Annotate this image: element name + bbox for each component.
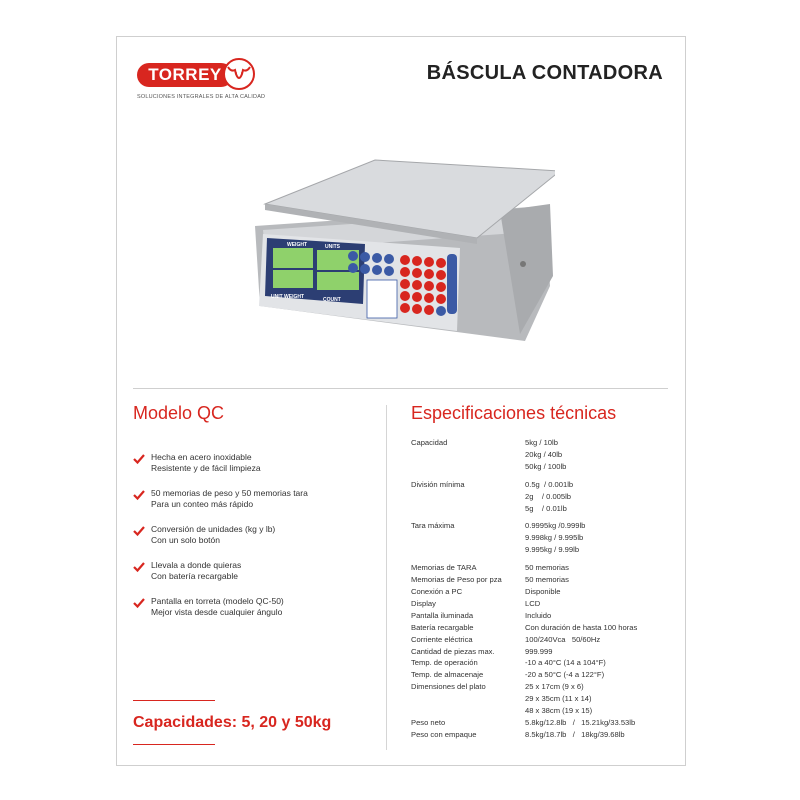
- brand-name: TORREY: [137, 63, 233, 87]
- weight-label: WEIGHT: [287, 242, 307, 248]
- spec-row: [411, 657, 671, 669]
- feature-title: 50 memorias de peso y 50 memorias tara: [151, 488, 308, 498]
- feature-detail: Con un solo botón: [151, 535, 220, 545]
- units-label: UNITS: [325, 244, 340, 250]
- spec-value: 5.8kg/12.8lb / 15.21kg/33.53lb: [525, 717, 636, 727]
- spec-row: [411, 610, 671, 622]
- feature-item: [133, 488, 383, 510]
- spec-label: Display: [411, 598, 436, 608]
- checkmark-icon: [133, 561, 145, 573]
- spec-value: 50kg / 100lb: [525, 461, 567, 471]
- spec-value: 5g / 0.01lb: [525, 503, 567, 513]
- spec-row: [411, 598, 671, 610]
- feature-detail: Con batería recargable: [151, 571, 238, 581]
- spec-value: 9.995kg / 9.99lb: [525, 545, 580, 555]
- checkmark-icon: [133, 597, 145, 609]
- spec-label: Temp. de almacenaje: [411, 670, 484, 680]
- feature-detail: Resistente y de fácil limpieza: [151, 463, 261, 473]
- feature-title: Llevala a donde quieras: [151, 560, 242, 570]
- bull-head-icon: [223, 58, 255, 90]
- spec-row: [411, 729, 671, 741]
- feature-item: [133, 596, 383, 618]
- spec-label: División mínima: [411, 479, 465, 489]
- spec-row-capacidad: [411, 437, 671, 473]
- document-title: BÁSCULA CONTADORA: [426, 62, 663, 84]
- spec-label: Peso con empaque: [411, 729, 477, 739]
- spec-row: [411, 669, 671, 681]
- spec-row: [411, 586, 671, 598]
- capacities-rule-top: [133, 700, 215, 701]
- feature-item: [133, 560, 383, 582]
- specs-title: Especificaciones técnicas: [411, 403, 617, 423]
- checkmark-icon: [133, 489, 145, 501]
- spec-label: Conexión a PC: [411, 586, 463, 596]
- feature-detail: Para un conteo más rápido: [151, 499, 254, 509]
- spec-label: Memorias de Peso por pza: [411, 575, 502, 585]
- spec-value: 999.999: [525, 646, 553, 656]
- spec-row: [411, 622, 671, 634]
- column-divider: [386, 405, 387, 750]
- feature-item: [133, 452, 383, 474]
- capacities-rule-bottom: [133, 744, 215, 745]
- spec-value: 0.9995kg /0.999lb: [525, 521, 586, 531]
- spec-label: Cantidad de piezas max.: [411, 646, 495, 656]
- capacities-text: Capacidades: 5, 20 y 50kg: [133, 714, 332, 731]
- spec-label: Pantalla iluminada: [411, 610, 474, 620]
- spec-label: Temp. de operación: [411, 658, 478, 668]
- spec-row: [411, 562, 671, 574]
- spec-value: 2g / 0.005lb: [525, 491, 572, 501]
- spec-value: 9.998kg / 9.995lb: [525, 533, 584, 543]
- spec-row: [411, 634, 671, 646]
- brand-logo: [137, 58, 266, 102]
- spec-value: Incluido: [525, 610, 552, 620]
- spec-row: [411, 717, 671, 729]
- spec-value: Con duración de hasta 100 horas: [525, 622, 638, 632]
- spec-value: LCD: [525, 598, 541, 608]
- feature-title: Conversión de unidades (kg y lb): [151, 524, 276, 534]
- spec-row-tara: [411, 520, 671, 556]
- spec-label: Memorias de TARA: [411, 563, 477, 573]
- spec-label: Tara máxima: [411, 521, 455, 531]
- spec-value: 48 x 38cm (19 x 15): [525, 706, 593, 716]
- spec-value: 5kg / 10lb: [525, 438, 558, 447]
- spec-row: [411, 646, 671, 658]
- spec-value: 8.5kg/18.7lb / 18kg/39.68lb: [525, 729, 625, 739]
- spec-label: Corriente eléctrica: [411, 634, 473, 644]
- spec-label: Peso neto: [411, 717, 446, 727]
- feature-item: [133, 524, 383, 546]
- spec-value: 0.5g / 0.001lb: [525, 479, 574, 489]
- model-title: Modelo QC: [133, 403, 225, 423]
- spec-value: 100/240Vca 50/60Hz: [525, 634, 601, 644]
- section-divider: [133, 388, 668, 389]
- checkmark-icon: [133, 453, 145, 465]
- feature-title: Hecha en acero inoxidable: [151, 452, 252, 462]
- spec-label: Capacidad: [411, 438, 448, 447]
- brand-tagline: SOLUCIONES INTEGRALES DE ALTA CALIDAD: [137, 94, 266, 100]
- specs-table: [411, 437, 671, 741]
- counting-scale-image: [245, 156, 555, 346]
- spec-value: 29 x 35cm (11 x 14): [525, 694, 592, 704]
- spec-value: -10 a 40°C (14 a 104°F): [525, 658, 606, 668]
- spec-value: 50 memorias: [525, 575, 569, 585]
- spec-label: Dimensiones del plato: [411, 682, 486, 692]
- feature-list: [133, 452, 383, 632]
- spec-value: -20 a 50°C (-4 a 122°F): [525, 670, 605, 680]
- spec-value: Disponible: [525, 586, 561, 596]
- spec-value: 25 x 17cm (9 x 6): [525, 682, 584, 692]
- feature-detail: Mejor vista desde cualquier ángulo: [151, 607, 283, 617]
- count-label: COUNT: [323, 297, 341, 303]
- spec-row-division: [411, 479, 671, 515]
- spec-row: [411, 574, 671, 586]
- spec-label: Batería recargable: [411, 622, 474, 632]
- spec-value: 50 memorias: [525, 563, 569, 573]
- checkmark-icon: [133, 525, 145, 537]
- feature-title: Pantalla en torreta (modelo QC-50): [151, 596, 284, 606]
- spec-row-dimensiones: [411, 681, 671, 717]
- unit-weight-label: UNIT WEIGHT: [271, 294, 305, 300]
- spec-value: 20kg / 40lb: [525, 449, 563, 459]
